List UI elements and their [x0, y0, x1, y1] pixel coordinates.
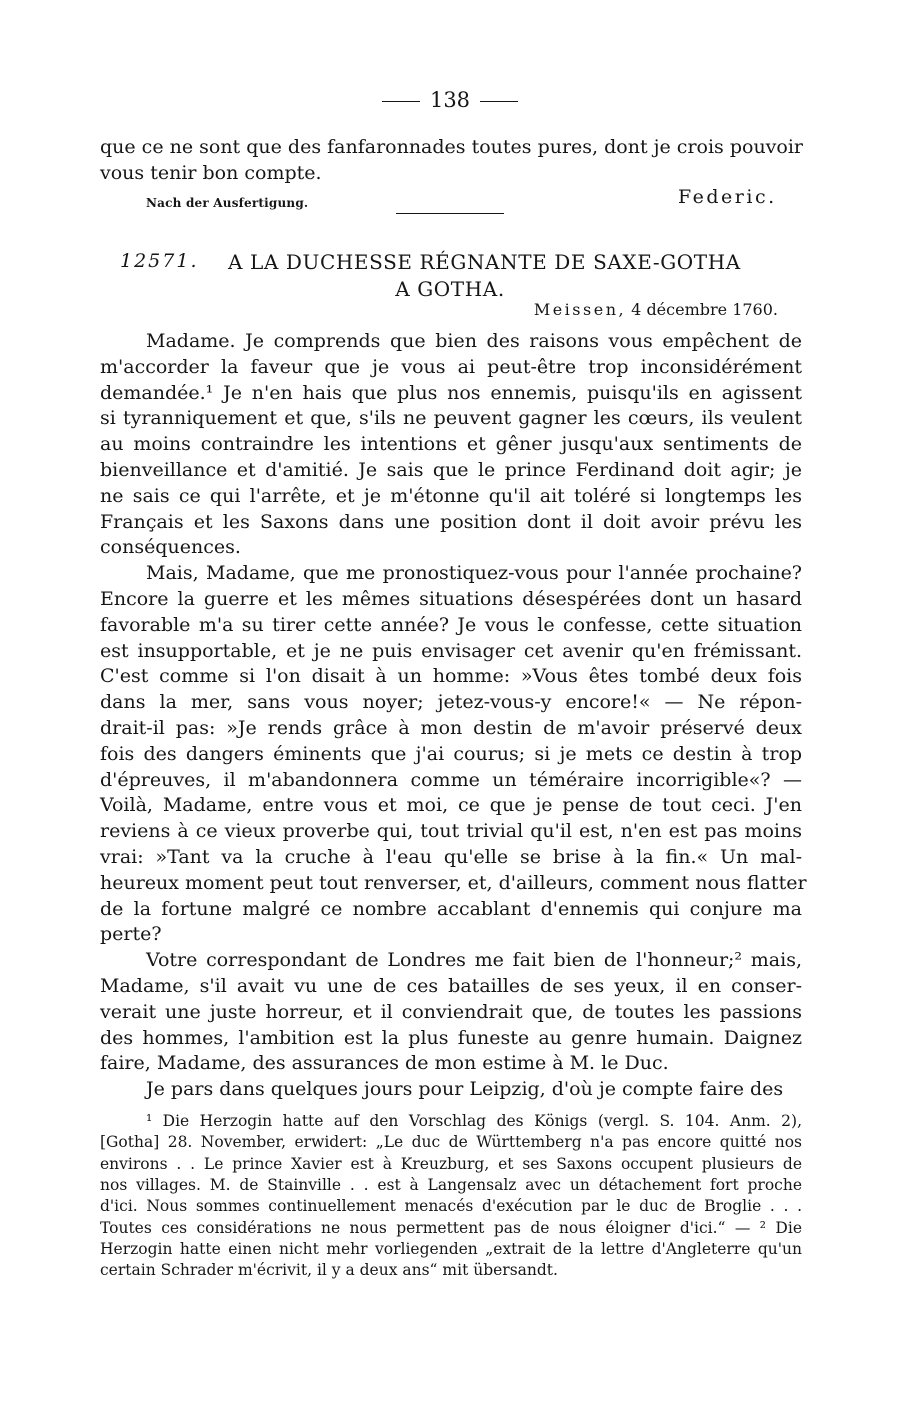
header-dash-left [382, 101, 420, 102]
body-line: au moins contraindre les intentions et gêner jusqu'aux sentiments de [100, 433, 802, 456]
page-header [0, 88, 900, 112]
body-line: Madame, s'il avait vu une de ces batailles de ses yeux, il en conser- [100, 975, 802, 997]
body-line: verait une juste horreur, et il conviendrait que, de toutes les passions [100, 1000, 802, 1023]
footnote-line: nos villages. M. de Stainville . . est à Langensalz avec un détachement fort proche [100, 1175, 802, 1194]
footnote-line: certain Schrader m'écrivit, il y a deux ans“ mit übersandt. [100, 1261, 558, 1280]
body-line: demandée.¹ Je n'en hais que plus nos ennemis, puisqu'ils en agissent [100, 381, 802, 404]
body-line: des hommes, l'ambition est la plus funeste au genre humain. Daignez [100, 1026, 802, 1049]
body-line: d'épreuves, il m'abandonnera comme un téméraire incorrigible«? — [100, 768, 802, 791]
body-line: faire, Madame, des assurances de mon estime à M. le Duc. [100, 1052, 669, 1075]
carryover-line: que ce ne sont que des fanfaronnades toutes pures, dont je crois pouvoir [100, 136, 804, 158]
body-line: C'est comme si l'on disait à un homme: »Vous êtes tombé deux fois [100, 665, 802, 688]
footnote-line: d'ici. Nous sommes continuellement menacés d'exécution par le duc de Broglie . . . [100, 1197, 802, 1216]
dateline-date: 4 décembre 1760. [631, 300, 778, 319]
body-line: de la fortune malgré ce nombre accablant d'ennemis qui conjure ma [100, 897, 802, 920]
dateline-place: Meissen, [533, 300, 627, 319]
body-line: m'accorder la faveur que je vous ai peut-être trop inconsidérément [100, 355, 802, 378]
body-line: conséquences. [100, 536, 241, 559]
carryover-line: vous tenir bon compte. [100, 162, 322, 184]
body-line: est insupportable, et je ne puis envisager cet avenir qu'en frémissant. [100, 639, 802, 662]
footnote-line: [Gotha] 28. November, erwidert: „Le duc de Württemberg n'a pas encore quitté nos [100, 1133, 802, 1152]
body-line: Madame. Je comprends que bien des raisons vous empêchent de [146, 330, 802, 352]
letter-heading-line1: A LA DUCHESSE RÉGNANTE DE SAXE-GOTHA [228, 250, 741, 274]
dateline [534, 300, 778, 319]
header-dash-right [480, 101, 518, 102]
body-line: ne sais ce qui l'arrête, et je m'étonne qu'il ait toléré si longtemps les [100, 484, 802, 507]
body-line: Votre correspondant de Londres me fait bien de l'honneur;² mais, [146, 949, 802, 972]
body-line: dans la mer, sans vous noyer; jetez-vous-y encore!« — Ne répon- [100, 691, 802, 714]
body-line: vrai: »Tant va la cruche à l'eau qu'elle se brise à la fin.« Un mal- [100, 846, 802, 868]
body-line: Mais, Madame, que me pronostiquez-vous pour l'année prochaine? [146, 562, 802, 585]
body-line: heureux moment peut tout renverser, et, d'ailleurs, comment nous flatter [100, 871, 807, 894]
body-line: bienveillance et d'amitié. Je sais que le prince Ferdinand doit agir; je [100, 459, 802, 481]
letter-number: 12571. [120, 250, 199, 272]
body-line: favorable m'a su tirer cette année? Je vous le confesse, cette situation [100, 613, 802, 636]
body-line: fois des dangers éminents que j'ai courus; si je mets ce destin à trop [100, 742, 802, 765]
footnote-line: ¹ Die Herzogin hatte auf den Vorschlag des Königs (vergl. S. 104. Anm. 2), [146, 1112, 802, 1130]
body-line: Français et les Saxons dans une position dont il doit avoir prévu les [100, 510, 802, 533]
body-line: drait-il pas: »Je rends grâce à mon destin de m'avoir préservé deux [100, 717, 802, 739]
letter-heading-line2: A GOTHA. [395, 277, 505, 301]
footnote-line: Herzogin hatte einen nicht mehr vorliegenden „extrait de la lettre d'Angleterre qu'un [100, 1239, 802, 1258]
body-line: perte? [100, 923, 162, 946]
body-line: reviens à ce vieux proverbe qui, tout trivial qu'il est, n'en est pas moins [100, 820, 802, 843]
body-line: Voilà, Madame, entre vous et moi, ce que je pense de tout ceci. J'en [100, 794, 802, 817]
separator-rule [396, 213, 504, 214]
source-note: Nach der Ausfertigung. [146, 196, 309, 210]
body-line: si tyranniquement et que, s'ils ne peuvent gagner les cœurs, ils veulent [100, 407, 802, 430]
footnote-line: environs . . Le prince Xavier est à Kreuzburg, et ses Saxons occupent plusieurs de [100, 1154, 802, 1173]
body-line: Encore la guerre et les mêmes situations désespérées dont un hasard [100, 588, 802, 610]
body-line: Je pars dans quelques jours pour Leipzig, d'où je compte faire des [146, 1078, 784, 1101]
page-number: 138 [429, 88, 471, 112]
signature: Federic. [678, 186, 777, 208]
footnote-line: Toutes ces considérations ne nous permettent pas de nous éloigner d'ici.“ — ² Die [100, 1218, 802, 1237]
